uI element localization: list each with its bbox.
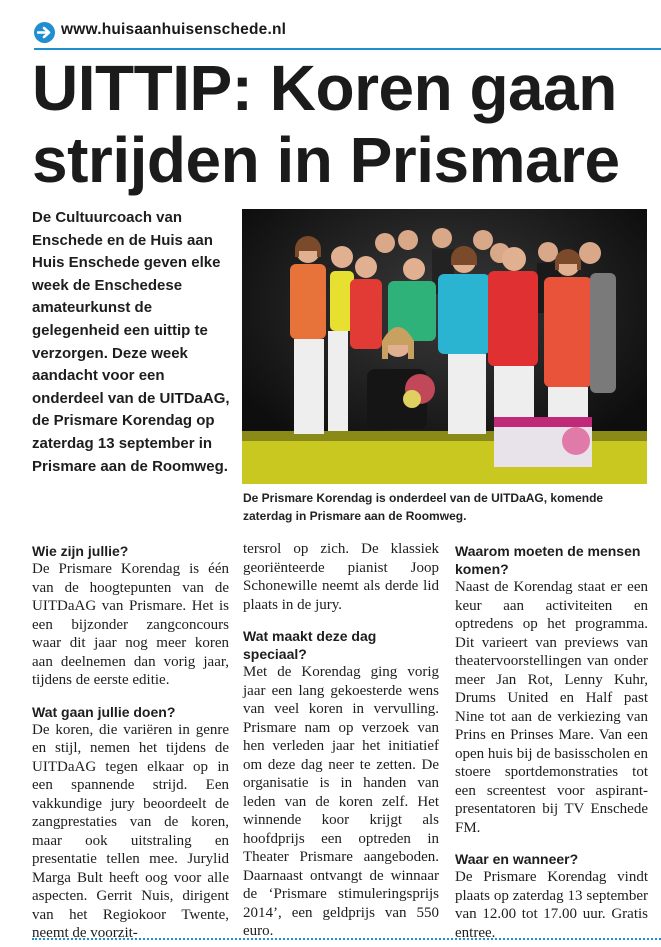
article-column-1	[32, 542, 229, 943]
photo-caption: De Prismare Korendag is onderdeel van de UITDaAG, komende zaterdag in Prismare aan de Roomweg.	[243, 491, 604, 523]
paragraph: Met de Korendag ging vorig jaar een lang gekoesterde wens van veel koren in vervulling. Prismare nam op verzoek van hen verleden jaar het initiatief om deze dag neer te zetten. De organisatie is in handen van leden van de koren zelf. Het winnende koor krijgt als hoofdprijs een optreden in Theater Prismare aangeboden. Daarnaast ontvangt de winnaar de ‘Prismare stimuleringsprijs 2014’, een geldprijs van 550 euro.	[243, 664, 439, 939]
question-heading: Waar en wanneer?	[455, 851, 579, 867]
paragraph: De koren, die variëren in genre en stijl, nemen het tijdens de UITDaAG tegen elkaar op in een spannende strijd. Een vakkundige jury beoordeelt de zangprestaties van de koren, maar ook uitstraling en presentatie tellen mee. Jurylid Marga Bult heeft oog voor alle aspecten. Gerrit Nuis, dirigent van het Regiokoor Twente, neemt de voorzit-	[32, 721, 229, 941]
choir-photo-illustration	[242, 209, 647, 484]
paragraph: tersrol op zich. De klassiek georiënteerde pianist Joop Schonewille neemt als derde lid plaats in de jury.	[243, 541, 439, 613]
intro-text: De Cultuurcoach van Enschede en de Huis aan Huis Enschede geven elke week de Enschedese amateurkunst de gelegenheid een uittip te verzorgen. Deze week aandacht voor een onderdeel van de UITDaAG, de Prismare Korendag op zaterdag 13 september in Prismare aan de Roomweg.	[32, 209, 230, 475]
question-heading: Wie zijn jullie?	[32, 543, 129, 559]
site-url[interactable]: www.huisaanhuisenschede.nl	[61, 21, 287, 38]
paragraph: Naast de Korendag staat er een keur aan activiteiten en optredens op het programma. Dit varieert van previews van theatervoorstellingen van onder meer Jan Rot, Lenny Kuhr, Drums United en Half past Nine tot aan de verkiezing van Prins en Prinses Mare. Van een open huis bij de basisscholen en stoere sportdemonstraties tot een screentest voor aspirant-presentatoren bij TV Enschede FM.	[455, 579, 648, 836]
paragraph: De Prismare Korendag is één van de hoogtepunten van de UITDaAG van Prismare. Het is een bijzonder zangconcours waar dit jaar nog meer koren aan deelnemen dan vorig jaar, tijdens de eerste editie.	[32, 561, 229, 688]
site-header	[34, 20, 661, 50]
choir-photo	[242, 209, 647, 484]
article-column-2	[243, 540, 439, 941]
headline: UITTIP: Koren gaan strijden in Prismare	[32, 52, 620, 196]
question-heading: Waarom moeten de mensen komen?	[455, 543, 641, 577]
paragraph: De Prismare Korendag vindt plaats op zaterdag 13 september van 12.00 tot 17.00 uur. Gratis entree.	[455, 869, 648, 941]
bottom-divider	[32, 938, 661, 940]
question-heading: Wat gaan jullie doen?	[32, 703, 176, 720]
arrow-right-icon	[34, 22, 55, 43]
question-heading: Wat maakt deze dag speciaal?	[243, 628, 377, 662]
article-column-3	[455, 542, 648, 942]
